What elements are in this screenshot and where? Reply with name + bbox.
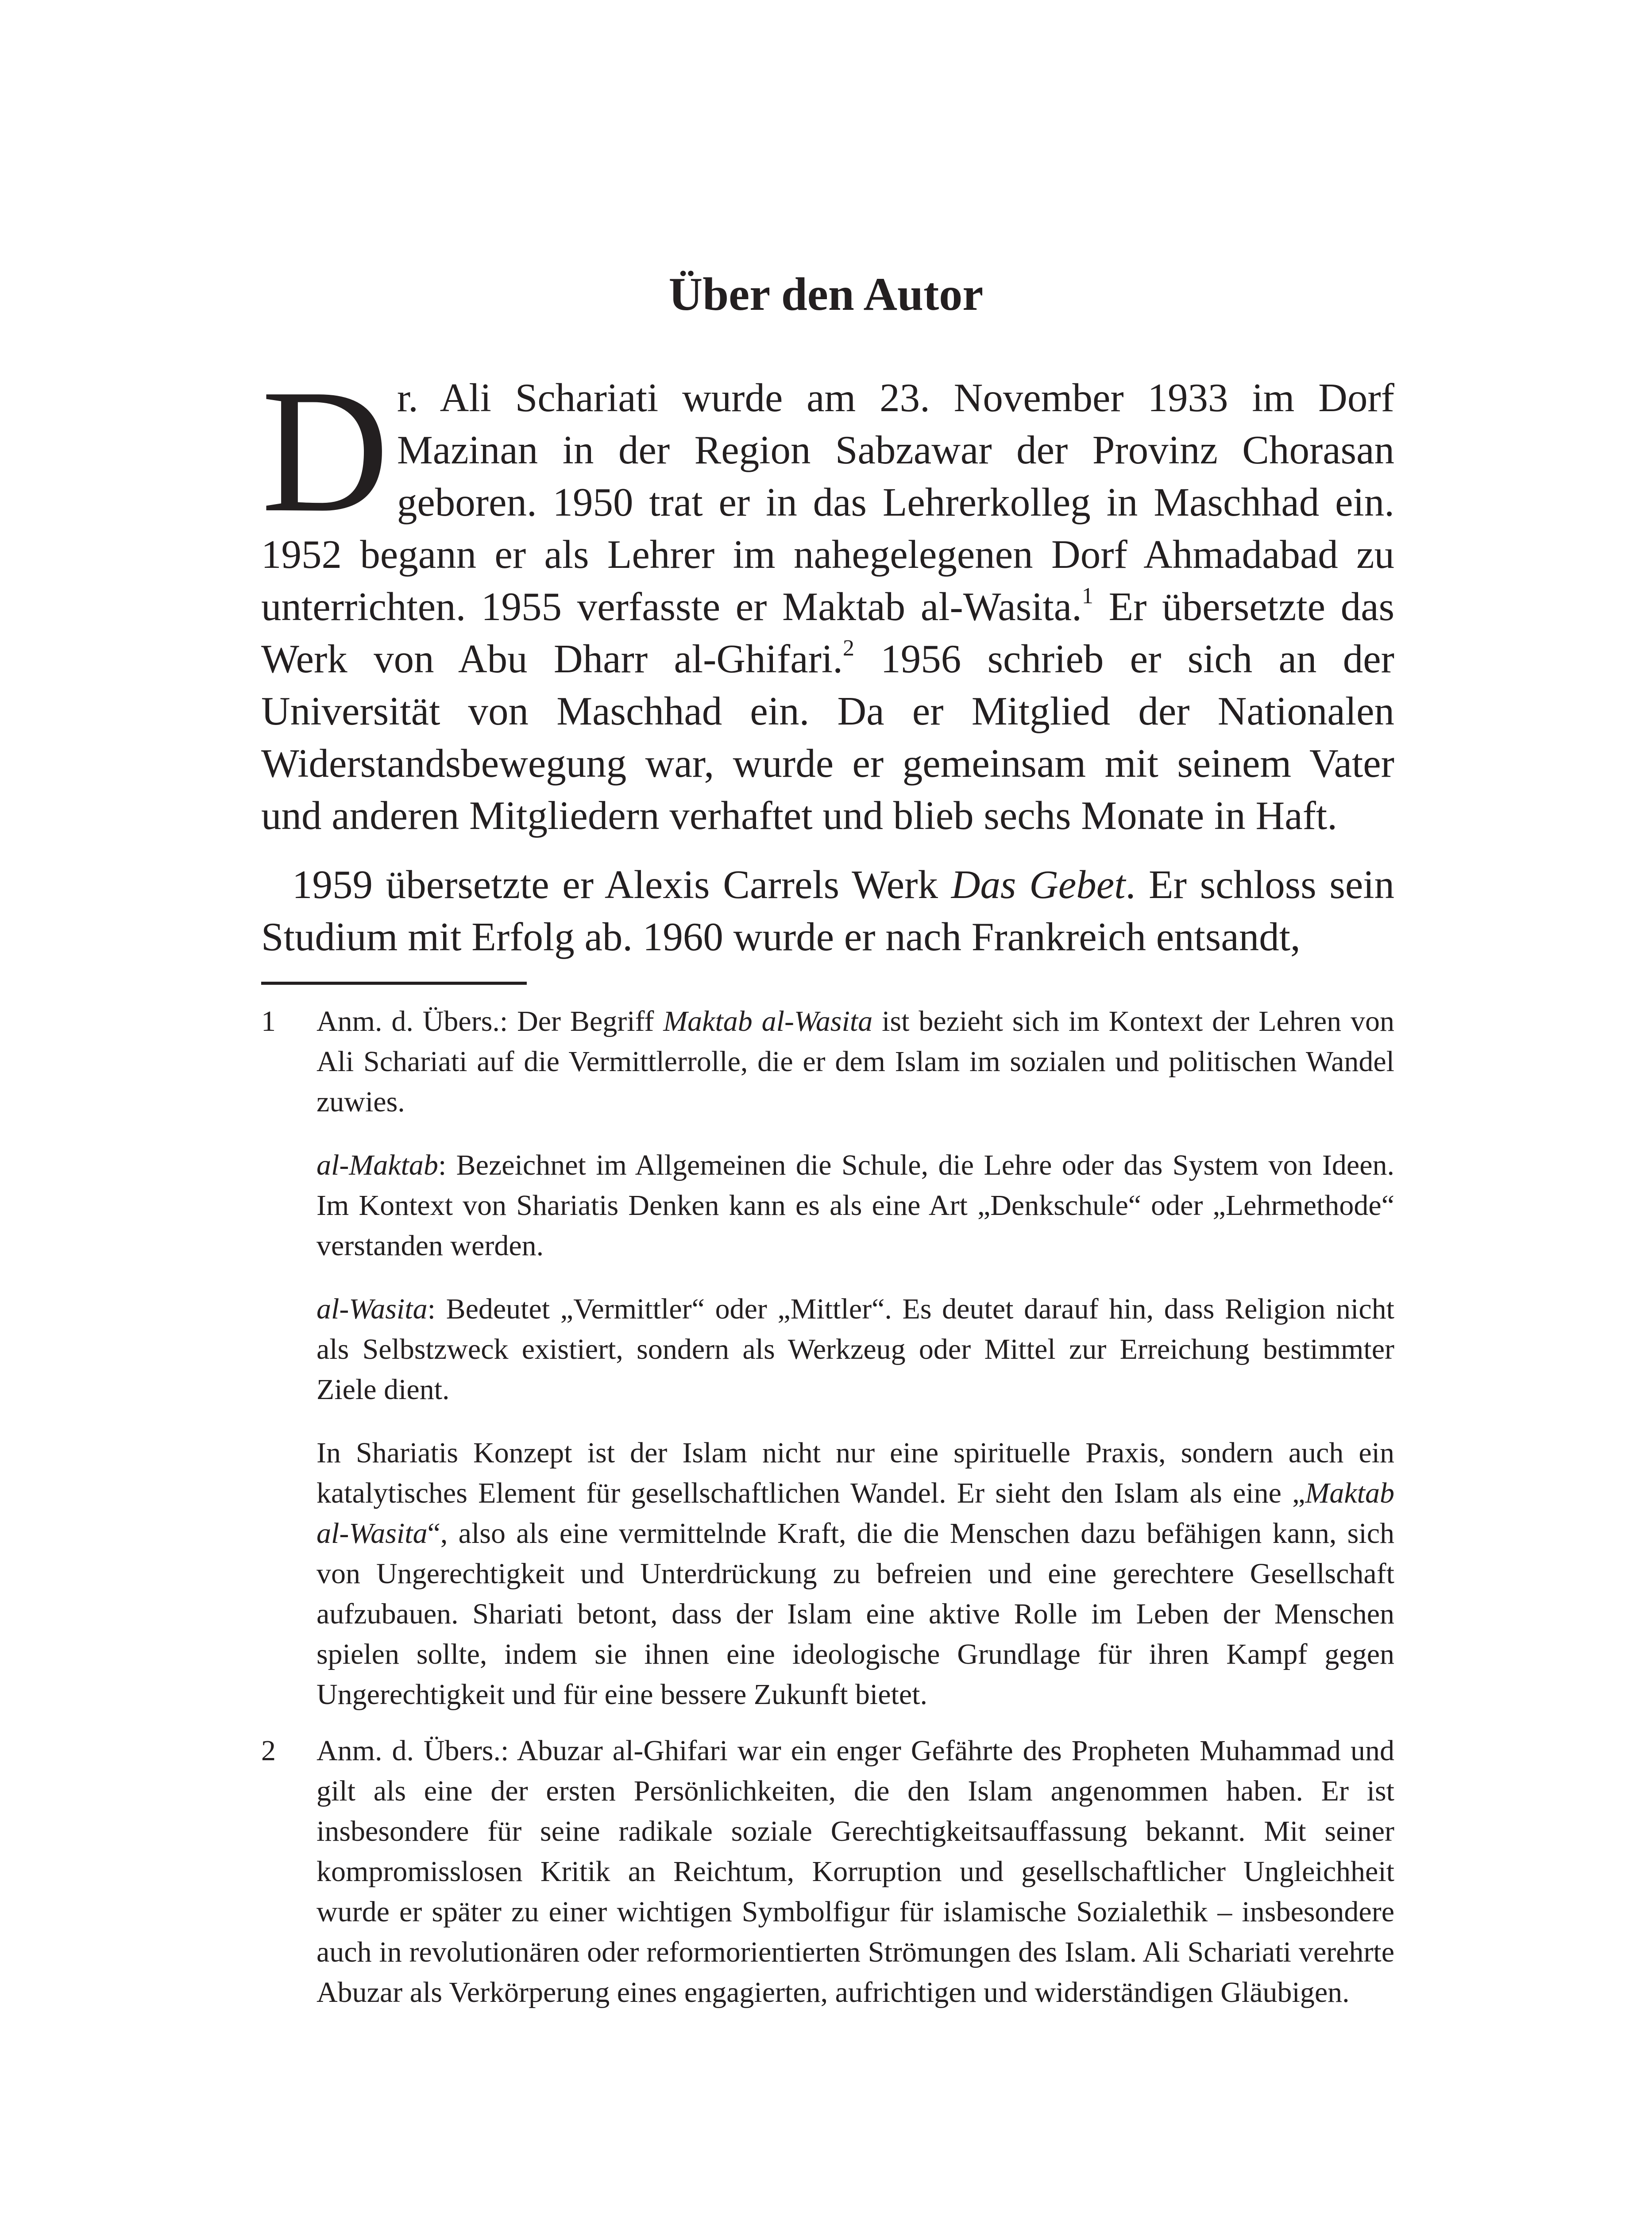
paragraph-1-part-2: Er übersetzte das Werk von Abu Dharr al-Ghifari. — [261, 584, 1394, 681]
footnote-1-p1-term: Maktab al-Wasita — [663, 1005, 873, 1037]
footnote-1-p2-term: al-Maktab — [317, 1149, 438, 1181]
paragraph-2-after: . Er schloss sein Studium mit Erfolg ab. 1960 wurde er nach Frankreich entsandt, — [261, 862, 1394, 959]
footnote-ref-2[interactable]: 2 — [842, 636, 854, 661]
footnote-1-paragraph-4 — [317, 1433, 1394, 1715]
footnote-1-paragraph-3 — [317, 1289, 1394, 1410]
footnote-1-p4-before: In Shariatis Konzept ist der Islam nicht nur eine spirituelle Praxis, sondern auch ein katalytisches Element für gesellschaftlichen Wandel. Er sieht den Islam als eine „ — [317, 1437, 1394, 1509]
footnotes — [261, 1001, 1394, 2013]
page-title: Über den Autor — [668, 268, 984, 320]
paragraph-2-before: 1959 übersetzte er Alexis Carrels Werk — [292, 862, 951, 907]
footnote-1-p2-after: : Bezeichnet im Allgemeinen die Schule, die Lehre oder das System von Ideen. Im Kontext von Shariatis Denken kann es als eine Art „Denkschule“ oder „Lehrmethode“ verstanden werden. — [317, 1149, 1394, 1262]
footnote-2-number: 2 — [261, 1735, 276, 1767]
footnote-1-paragraph-2 — [317, 1145, 1394, 1266]
book-title-das-gebet: Das Gebet — [951, 862, 1126, 907]
paragraph-1-part-3: 1956 schrieb er sich an der Universität von Maschhad ein. Da er Mitglied der Nationalen Widerstandsbewegung war, wurde er gemeinsam mit seinem Vater und anderen Mitgliedern verhaftet und blieb sechs Monate in Haft. — [261, 636, 1394, 838]
footnote-2 — [261, 1731, 1394, 2013]
footnote-2-paragraph-1: Anm. d. Übers.: Abuzar al-Ghifari war ein enger Gefährte des Propheten Muhammad und gilt als eine der ersten Persönlichkeiten, die den Islam angenommen haben. Er ist insbesondere für seine radikale soziale Gerechtigkeitsauffassung bekannt. Mit seiner kompromisslosen Kritik an Reichtum, Korruption und gesellschaftlicher Ungleichheit wurde er später zu einer wichtigen Symbolfigur für islamische Sozialethik – insbesondere auch in revolutionären oder reformorientierten Strömungen des Islam. Ali Schariati verehrte Abuzar als Verkörperung eines engagierten, aufrichtigen und widerständigen Gläubigen. — [317, 1735, 1394, 2009]
footnote-1-p4-after: “, also als eine vermittelnde Kraft, die die Menschen dazu befähigen kann, sich von Ungerechtigkeit und Unterdrückung zu befreien und eine gerechtere Gesellschaft aufzubauen. Shariati betont, dass der Islam eine aktive Rolle im Leben der Menschen spielen sollte, indem sie ihnen eine ideologische Grundlage für ihren Kampf gegen Ungerechtigkeit und für eine bessere Zukunft bietet. — [317, 1517, 1394, 1711]
footnote-1-p4-term: Maktab al-Wasita — [317, 1477, 1394, 1550]
footnote-divider — [261, 982, 527, 985]
footnote-1-paragraph-1 — [317, 1001, 1394, 1122]
footnote-1-p3-after: : Bedeutet „Vermittler“ oder „Mittler“. Es deutet darauf hin, dass Religion nicht als Selbstzweck existiert, sondern als Werkzeug oder Mittel zur Erreichung bestimmter Ziele dient. — [317, 1293, 1394, 1406]
paragraph-1-part-1: Dr. Ali Schariati wurde am 23. November 1933 im Dorf Mazinan in der Region Sabzawar der Provinz Chorasan geboren. 1950 trat er in das Lehrerkolleg in Maschhad ein. 1952 begann er als Lehrer im nahegelegenen Dorf Ahmadabad zu unterrichten. 1955 verfasste er Maktab al-Wasita. — [261, 353, 1394, 629]
footnote-1-p3-term: al-Wasita — [317, 1293, 428, 1325]
paragraph-1 — [261, 353, 1394, 842]
main-text — [261, 353, 1394, 963]
footnote-1-number: 1 — [261, 1005, 276, 1037]
footnote-ref-1[interactable]: 1 — [1081, 583, 1093, 609]
footnote-1 — [261, 1001, 1394, 1715]
paragraph-2 — [261, 859, 1394, 963]
footnote-1-p1-before: Anm. d. Übers.: Der Begriff — [317, 1005, 664, 1037]
footnote-1-p1-after: ist bezieht sich im Kontext der Lehren von Ali Schariati auf die Vermittlerrolle, die er dem Islam im sozialen und politischen Wandel zuwies. — [317, 1005, 1394, 1118]
